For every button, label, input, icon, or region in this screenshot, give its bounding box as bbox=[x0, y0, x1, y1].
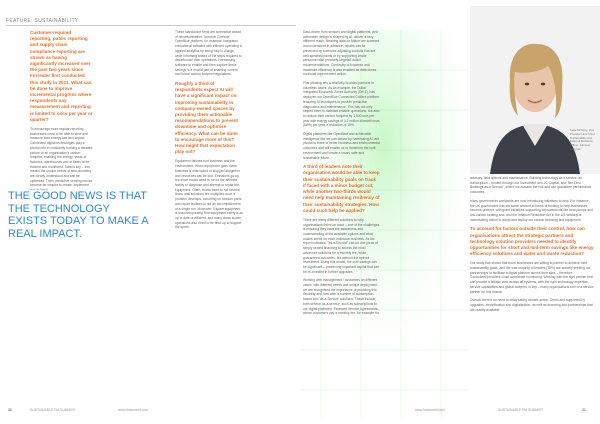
pull-question-4: To account for factors outside their control, how can organisations attract the strategic partners and technology solution providers needed to identify opportunities for short and mid-term savings like energy efficiency solutions and water and waste reduction? bbox=[470, 226, 594, 257]
column-1 bbox=[30, 30, 94, 190]
body-paragraph: To encourage more regular reporting, businesses need to be able to view and measure their energy use and impact. Connected digital technologies play a pivotal role in constantly forming a detailed picture of an organisation's carbon footprint, enabling the energy needs of factories, warehouses and of fleets to be tracked and monitored. Data is key – this means the unique needs of new plumbing are clearly understood and can be optimised. Then, predictive sensing moves become far simpler to create, implement bbox=[30, 127, 93, 188]
body-paragraph: Digital platforms like OpenBlue and achievable intelligence like we can deliver by harnessing AI, are pivotal to three of better business and environmental outcomes and will enable us to transform the built environment and create a smart, safe and sustainable future. bbox=[303, 132, 380, 160]
pull-question-1: Customer-required reporting, public reporting and supply chain compliance reporting are shown as having significantly increased over the past two years since Forrester first conducted this study in 2021. What can be done to improve incremental progress where respondents say measurement and reporting is limited to once per year or quarter? bbox=[30, 30, 93, 122]
column-4 bbox=[470, 176, 594, 402]
magazine-name-left: SUSTAINABLE FM SUMMER bbox=[30, 408, 75, 412]
body-paragraph: Our study has shown that more businesses are willing to partner to achieve their sustainability goals, and the vast majority of leaders (78%) are actively seeking out partnerships to facilitate a digital platform across their sites – therefore Controllers/providers could accelerate monitoring. Working with the right partner that can provide a holistic view across all systems, with the right technology expertise, service capabilities and global footprint, is key – many organisations turn to a service partner for this reason. bbox=[470, 261, 594, 294]
website-right: www.fmsummit.com bbox=[415, 408, 446, 412]
body-paragraph: Equipment failures hurt business and the environment. When equipment goes down business is interrupted or stopped altogether and resources can be lost. Emissions go up too since trucks need to run to the affected facility to diagnose and attempt to repair the equipment. Often, trucks need to roll several times until solutions are multiplied once a problem develops, occurring on random parts and repair facilities is not an accomplishment of a single run. Moreover, if spare equipment is used temporarily, that equipment rarely is as up to date or efficient, and many times slower operations also need to be fired up to support the spare. bbox=[175, 159, 243, 230]
pull-question-2: Roughly a third of respondents expect AI will have a significant impact on improving sustainability in company-owned spaces by providing them actionable recommendations to prevent downtime and optimise efficiency. What can be done to encourage more of this? How might that expectation play out? bbox=[175, 81, 239, 155]
page-footer bbox=[0, 405, 600, 415]
body-paragraph: Data-driven from sensors and digital platforms, and actionable design is shaped by AI, deliver a very different result. Meaning data on failure are scanned and understood in advance, repairs can be prevented by someone adjusting controls that are well specified points or by supporting onsite personnel with precisely-targeted action recommendations. Continuity of business and maximum efficiency is also enabled as data drives continual improvement action. bbox=[303, 30, 380, 77]
body-paragraph: These standalone firms are somewhat ahead of decarbonisation. Johnson Controls' OpenBlue platform, for example, integrates educational software with efficient operating & applied analytics by being fully in charge, while informing ahead of the steps required to decarbonise their operations. Harnessing software to enable and then capture these savings is a crucial part of enabling current and future carbon footprint regulations. bbox=[175, 30, 243, 77]
body-paragraph: There are many different solutions to help organisations thrive on track – one of the challenges is ensuring they have the awareness and understanding of the available options and what makes sense for each individual business. As the report indicates, "as-a-Service" can be one piece of simply sealed financing to access the most advanced solutions for a monthly fee, while guaranteed outcomes, but without the upfront investment. Using this model, the cost savings can be significant – preserving important capital that can be re-invested in further upgrades. bbox=[303, 217, 380, 274]
magazine-name-right: SUSTAINABLE FM SUMMER bbox=[498, 408, 543, 412]
header-rule-left bbox=[6, 25, 296, 26]
body-paragraph: First phasing lets a relatively founded partners in countless cases. As an example, the Dubai Integrated Economic Zones Authority (DIEZ), has deployed our OpenBlue Connected Chillers platform featuring AI techniques to provide predictive diagnostics and maintenance. This has not only helped them to maintain reliable operations, but also to reduce their carbon footprint by 1,000 tons per year with energy savings of 4.2 million kilowatt hours (kWh) per year, a reduction of 18%. bbox=[303, 81, 380, 128]
body-paragraph: Many governments worldwide are now introducing initiatives to help. For instance, the UK government has set some amount of forms of funding to help businesses become greener, with grant initiatives supporting improvements like heat pumps and low-carbon heating and, and the Inflation Reduction Act in the US similarly is incentivising action to adopt and deploy our carbon reducing and equipment. bbox=[470, 198, 593, 222]
page-number-left: 30 bbox=[8, 408, 12, 412]
website-left: www.fmsummit.com bbox=[118, 408, 149, 412]
section-header-left: FEATURE: SUSTAINABILITY bbox=[6, 18, 79, 24]
page-number-right: 31 bbox=[582, 408, 586, 412]
pull-question-3: A third of leaders note their organisation would be able to keep their sustainability goals on track if faced with a minor budget cut, while another two-thirds would need help maintaining resiliency of their sustainability strategies. How could such help be applied? bbox=[303, 164, 380, 213]
column-3 bbox=[303, 30, 380, 402]
body-paragraph: advisory, field options and maintenance. Building technology as a service, an subscription – funded through our Investment arm JC Capital, and 'Net Zero Buildings-as-a-Service', where we assume the risk and can guarantee performance outcomes. bbox=[470, 176, 592, 195]
body-paragraph: Overall, there's no need to delay taking climate action. Direct and supported by upgrades, electrification and digitalisation, as well as financing and partnerships that are readily available. bbox=[470, 298, 593, 312]
body-paragraph: Working with management / customers on different cases, with different needs and unique deployment, we are recognised the importance of providing this flexibility and now offer a number of subscription-based and 'as-a-Service' solutions. These include both service-as-a-service, such as subscriptions to our digital platforms. Financed Service Agreements, where customers pay a monthly fee, for example for bbox=[303, 278, 379, 316]
photo-caption: Katie McGinty, Vice President and Chief Sustainability and External Relations Officer, Johnson Controls bbox=[570, 128, 595, 151]
big-pull-quote: THE GOOD NEWS IS THAT THE TECHNOLOGY EXISTS TODAY TO MAKE A REAL IMPACT. bbox=[8, 190, 149, 240]
column-2 bbox=[175, 30, 243, 400]
